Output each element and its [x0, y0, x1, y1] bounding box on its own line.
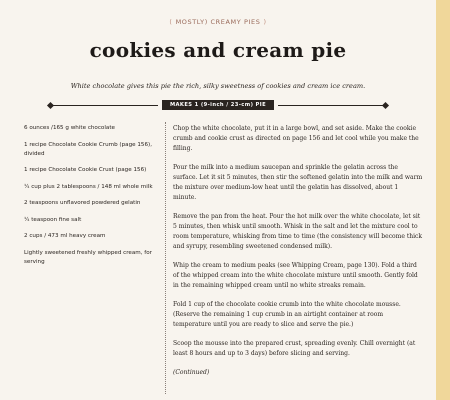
page-edge-band [436, 0, 450, 400]
method-step: Fold 1 cup of the chocolate cookie crumb into the white chocolate mousse. (Reserve the remaining 1 cup crumb in an airtight container at room temperature until you are ready to slice and serve the pie.) [173, 301, 401, 328]
column-divider [165, 122, 166, 394]
ingredient-item: Lightly sweetened freshly whipped cream, for serving [24, 249, 152, 265]
method-step: Pour the milk into a medium saucepan and sprinkle the gelatin across the surface. Let it sit 5 minutes, then stir the softened gelatin into the milk and warm the mixture over medium-low heat until the gelatin has dissolved, about 1 minute. [173, 164, 423, 201]
method-step: Whip the cream to medium peaks (see Whipping Cream, page 130). Fold a third of the whipped cream into the white chocolate mixture until smooth. Gently fold in the remaining whipped cream until no white streaks remain. [173, 262, 418, 289]
ingredient-item: 1 recipe Chocolate Cookie Crumb (page 156), divided [24, 141, 152, 157]
ingredient-item: 1 recipe Chocolate Cookie Crust (page 156) [24, 167, 147, 173]
method-step: Chop the white chocolate, put it in a large bowl, and set aside. Make the cookie crumb and cookie crust as directed on page 156 and let cool while you make the filling. [173, 125, 419, 152]
recipe-subtitle: White chocolate gives this pie the rich, silky sweetness of cookies and cream ice cream. [70, 82, 366, 90]
ingredient-item: 2 cups / 473 ml heavy cream [24, 233, 106, 239]
method-steps [173, 124, 423, 387]
method-step: Remove the pan from the heat. Pour the hot milk over the white chocolate, let sit 5 minutes, then whisk until smooth. Whisk in the salt and let the mixture cool to room temperature, whisking from time to time (the consistency will become thick and syrupy, resembling sweetened condensed milk). [173, 213, 423, 250]
section-heading [0, 18, 436, 26]
continued-note: (Continued) [173, 369, 210, 376]
section-label: MOSTLY) CREAMY PIES [175, 18, 261, 26]
ingredient-item: ¼ cup plus 2 tablespoons / 148 ml whole milk [24, 183, 153, 190]
method-step: Scoop the mousse into the prepared crust, spreading evenly. Chill overnight (at least 8 hours and up to 3 days) before slicing and serving. [173, 340, 416, 357]
yield-label: MAKES 1 (9-inch / 23-cm) PIE [162, 100, 274, 110]
yield-rule-right [278, 105, 386, 106]
recipe-title: cookies and cream pie [89, 38, 347, 62]
ingredient-item: 6 ounces /165 g white chocolate [24, 125, 115, 131]
ingredient-item: 2 teaspoons unflavored powdered gelatin [24, 200, 141, 206]
diamond-ornament-left [47, 101, 54, 108]
bracket-right: ) [263, 18, 267, 26]
yield-rule-left [50, 105, 158, 106]
diamond-ornament-right [382, 101, 389, 108]
ingredient-item: ¼ teaspoon fine salt [24, 216, 82, 223]
ingredient-list [24, 124, 164, 274]
yield-banner [50, 100, 386, 110]
bracket-left: ( [169, 18, 173, 26]
